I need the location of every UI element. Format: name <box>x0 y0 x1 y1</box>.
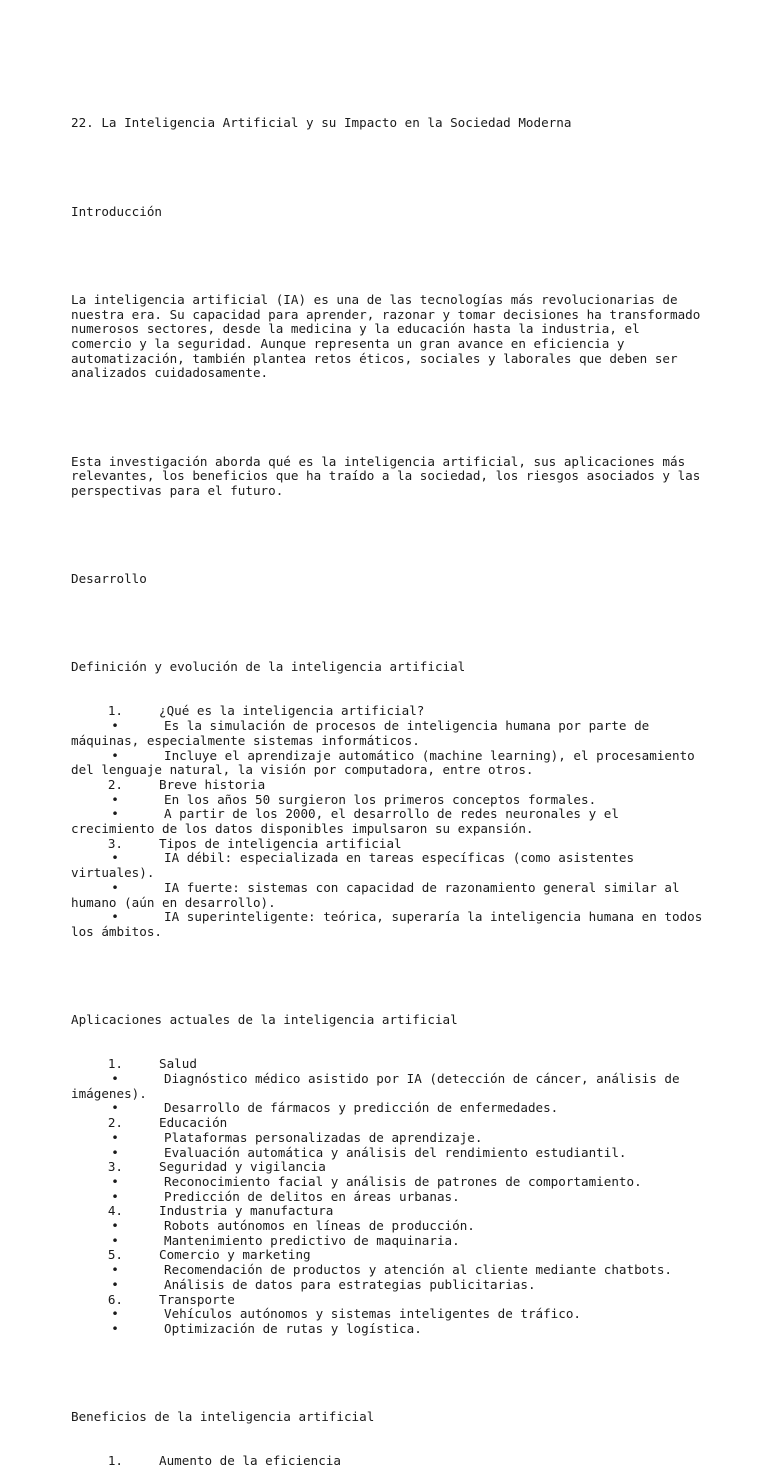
bullet-icon: • <box>111 718 119 734</box>
bullet-icon: • <box>111 1129 119 1145</box>
item-number: 3. <box>107 835 123 851</box>
paragraph-line: nuestra era. Su capacidad para aprender, razonar y tomar decisiones ha transformado <box>71 306 701 322</box>
item-number: 4. <box>107 1203 123 1219</box>
item-text: Tipos de inteligencia artificial <box>159 835 402 851</box>
item-text: Vehículos autónomos y sistemas inteligentes de tráfico. <box>164 1306 582 1322</box>
bullet-icon: • <box>111 1276 119 1292</box>
bullet-icon: • <box>111 806 119 822</box>
development-heading: Desarrollo <box>71 571 147 587</box>
item-text: Predicción de delitos en áreas urbanas. <box>164 1188 460 1204</box>
item-text: Salud <box>159 1056 197 1072</box>
item-continuation: del lenguaje natural, la visión por computadora, entre otros. <box>71 762 534 778</box>
definition-list <box>71 704 711 939</box>
item-text: Breve historia <box>159 776 266 792</box>
item-text: Industria y manufactura <box>159 1203 334 1219</box>
bullet-item <box>71 910 711 925</box>
bullet-icon: • <box>111 1071 119 1087</box>
bullet-icon: • <box>111 1100 119 1116</box>
bullet-item <box>71 881 711 896</box>
numbered-item <box>71 1454 711 1469</box>
item-text: Reconocimiento facial y análisis de patrones de comportamiento. <box>164 1173 642 1189</box>
bullet-icon: • <box>111 879 119 895</box>
bullet-item <box>71 749 711 764</box>
bullet-icon: • <box>111 1262 119 1278</box>
bullet-item <box>71 1175 711 1190</box>
paragraph-line: relevantes, los beneficios que ha traído a la sociedad, los riesgos asociados y las <box>71 468 701 484</box>
bullet-item <box>71 851 711 866</box>
numbered-item <box>71 1057 711 1072</box>
item-continuation: humano (aún en desarrollo). <box>71 894 276 910</box>
item-text: Análisis de datos para estrategias publicitarias. <box>164 1276 536 1292</box>
paragraph-line: automatización, también plantea retos éticos, sociales y laborales que deben ser <box>71 350 678 366</box>
bullet-item <box>71 1219 711 1234</box>
item-continuation: crecimiento de los datos disponibles impulsaron su expansión. <box>71 821 534 837</box>
bullet-item <box>71 1072 711 1087</box>
item-text: Aumento de la eficiencia <box>159 1453 341 1469</box>
item-text: IA débil: especializada en tareas específicas (como asistentes <box>164 850 635 866</box>
bullet-item <box>71 1101 711 1116</box>
paragraph-line: numerosos sectores, desde la medicina y la educación hasta la industria, el <box>71 321 640 337</box>
item-text: ¿Qué es la inteligencia artificial? <box>159 703 425 719</box>
bullet-item <box>71 1263 711 1278</box>
item-continuation: máquinas, especialmente sistemas informáticos. <box>71 732 420 748</box>
item-text: Recomendación de productos y atención al cliente mediante chatbots. <box>164 1262 672 1278</box>
bullet-item <box>71 1234 711 1249</box>
item-text: Educación <box>159 1115 228 1131</box>
item-text: Incluye el aprendizaje automático (machine learning), el procesamiento <box>164 747 695 763</box>
applications-list <box>71 1057 711 1336</box>
item-text: Transporte <box>159 1291 235 1307</box>
item-continuation: los ámbitos. <box>71 924 162 939</box>
numbered-item <box>71 704 711 719</box>
item-continuation: virtuales). <box>71 865 155 881</box>
item-text: Evaluación automática y análisis del rendimiento estudiantil. <box>164 1144 627 1160</box>
intro-heading: Introducción <box>71 203 162 219</box>
numbered-item <box>71 1160 711 1175</box>
document-page <box>71 87 711 1484</box>
paragraph-line: perspectivas para el futuro. <box>71 482 284 498</box>
item-text: IA fuerte: sistemas con capacidad de razonamiento general similar al <box>164 879 680 895</box>
paragraph-line: analizados cuidadosamente. <box>71 365 269 381</box>
item-text: En los años 50 surgieron los primeros conceptos formales. <box>164 791 597 807</box>
definition-heading: Definición y evolución de la inteligencia artificial <box>71 659 466 675</box>
numbered-item <box>71 1293 711 1308</box>
bullet-icon: • <box>111 1218 119 1234</box>
paragraph-line: La inteligencia artificial (IA) es una de las tecnologías más revolucionarias de <box>71 291 678 307</box>
bullet-icon: • <box>111 1306 119 1322</box>
bullet-icon: • <box>111 850 119 866</box>
bullet-item <box>71 719 711 734</box>
bullet-item <box>71 1322 711 1337</box>
item-number: 3. <box>107 1159 123 1175</box>
item-number: 1. <box>107 1453 123 1469</box>
bullet-icon: • <box>111 1188 119 1204</box>
bullet-icon: • <box>111 747 119 763</box>
bullet-item <box>71 1146 711 1161</box>
item-text: Diagnóstico médico asistido por IA (detección de cáncer, análisis de <box>164 1071 680 1087</box>
bullet-icon: • <box>111 791 119 807</box>
bullet-item <box>71 1278 711 1293</box>
bullet-item <box>71 1190 711 1205</box>
paragraph-line: comercio y la seguridad. Aunque representa un gran avance en eficiencia y <box>71 335 625 351</box>
bullet-item <box>71 807 711 822</box>
item-number: 2. <box>107 1115 123 1131</box>
numbered-item <box>71 778 711 793</box>
intro-paragraph-1 <box>71 293 711 381</box>
item-number: 1. <box>107 1056 123 1072</box>
document-title: 22. La Inteligencia Artificial y su Impacto en la Sociedad Moderna <box>71 115 572 131</box>
bullet-icon: • <box>111 1173 119 1189</box>
item-text: Es la simulación de procesos de inteligencia humana por parte de <box>164 718 650 734</box>
item-text: IA superinteligente: teórica, superaría la inteligencia humana en todos <box>164 909 703 925</box>
item-text: Optimización de rutas y logística. <box>164 1320 422 1336</box>
item-text: Desarrollo de fármacos y predicción de enfermedades. <box>164 1100 559 1116</box>
item-number: 6. <box>107 1291 123 1307</box>
item-continuation: imágenes). <box>71 1085 147 1101</box>
item-text: Mantenimiento predictivo de maquinaria. <box>164 1232 460 1248</box>
item-text: A partir de los 2000, el desarrollo de redes neuronales y el <box>164 806 619 822</box>
bullet-item <box>71 793 711 808</box>
bullet-icon: • <box>111 1144 119 1160</box>
item-number: 2. <box>107 776 123 792</box>
item-text: Plataformas personalizadas de aprendizaje. <box>164 1129 483 1145</box>
item-text: Comercio y marketing <box>159 1247 311 1263</box>
item-number: 5. <box>107 1247 123 1263</box>
item-text: Seguridad y vigilancia <box>159 1159 326 1175</box>
benefits-list <box>71 1454 711 1469</box>
numbered-item <box>71 837 711 852</box>
item-number: 1. <box>107 703 123 719</box>
item-text: Robots autónomos en líneas de producción. <box>164 1218 475 1234</box>
applications-heading: Aplicaciones actuales de la inteligencia artificial <box>71 1012 458 1028</box>
numbered-item <box>71 1204 711 1219</box>
bullet-icon: • <box>111 1320 119 1336</box>
intro-paragraph-2 <box>71 455 711 499</box>
bullet-icon: • <box>111 1232 119 1248</box>
numbered-item <box>71 1116 711 1131</box>
bullet-item <box>71 1307 711 1322</box>
benefits-heading: Beneficios de la inteligencia artificial <box>71 1409 375 1425</box>
numbered-item <box>71 1248 711 1263</box>
bullet-item <box>71 1131 711 1146</box>
paragraph-line: Esta investigación aborda qué es la inteligencia artificial, sus aplicaciones más <box>71 453 686 469</box>
bullet-icon: • <box>111 909 119 925</box>
